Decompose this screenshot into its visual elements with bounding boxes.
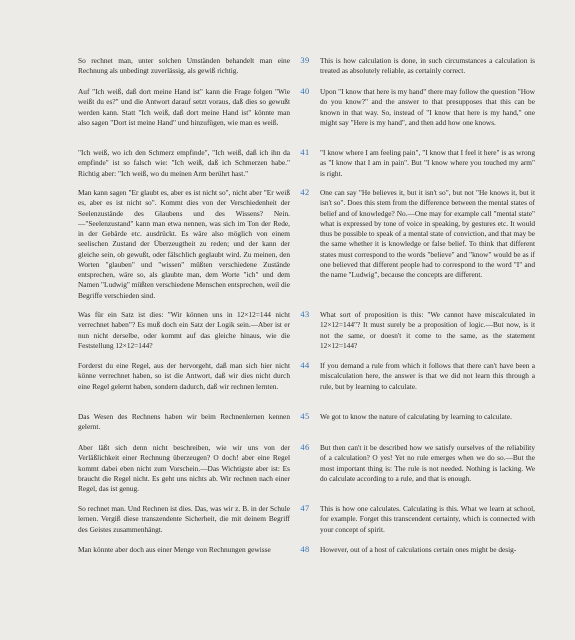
- section-number: 45: [300, 412, 310, 421]
- english-text: However, out of a host of calculations certain ones might be desig-: [320, 545, 517, 554]
- english-text: Upon "I know that here is my hand" there may follow the question "How do you know?" and the answer to that presupposes that this can be known in that way. So, instead of "I know that here is my hand," one might say "Here is my hand", and then add how one knows.: [320, 87, 535, 127]
- english-text: What sort of proposition is this: "We cannot have miscalculated in 12×12=144"? It must surely be a proposition of logic.—But now, is it not the same, or doesn't it come to the same, as the statement 12×12=144?: [320, 310, 535, 350]
- english-text: We got to know the nature of calculating by learning to calculate.: [320, 412, 512, 421]
- section-number: 46: [300, 443, 310, 452]
- german-text: Aber läßt sich denn nicht beschreiben, wie wir uns von der Verläßlichkeit einer Rechnung überzeugen? O doch! aber eine Regel kommt dabei eben nicht zum Vorschein.—Das Wichtigste aber ist: Es braucht die Regel nicht. Es geht uns nichts ab. Wir rechnen nach einer Regel, das ist genug.: [78, 443, 290, 493]
- german-text: So rechnet man, unter solchen Umständen behandelt man eine Rechnung als unbedingt zuverlässig, als gewiß richtig.: [78, 56, 290, 76]
- german-text: Auf "Ich weiß, daß dort meine Hand ist" kann die Frage folgen "Wie weißt du es?" und die Antwort darauf setzt voraus, daß dies so gewußt werden kann. Statt "Ich weiß, daß dort meine Hand ist" könnte man also sagen "Dort ist meine Hand" und hinzufügen, wie man es weiß.: [78, 87, 290, 127]
- english-text: "I know where I am feeling pain", "I know that I feel it here" is as wrong as "I know that I am in pain". But "I know where you touched my arm" is right.: [320, 148, 535, 178]
- section-number: 47: [300, 504, 310, 513]
- english-text: If you demand a rule from which it follows that there can't have been a miscalculation here, the answer is that we did not learn this through a rule, but by learning to calculate.: [320, 361, 535, 391]
- german-text: Man könnte aber doch aus einer Menge von Rechnungen gewisse: [78, 545, 271, 554]
- german-text: "Ich weiß, wo ich den Schmerz empfinde", "Ich weiß, daß ich ihn da empfinde" ist so falsch wie: "Ich weiß, daß ich Schmerzen habe." Richtig aber: "Ich weiß, wo du meinen Arm berührt hast.": [78, 148, 290, 178]
- section-number: 41: [300, 148, 310, 157]
- english-text: One can say "He believes it, but it isn't so", but not "He knows it, but it isn't so". Does this stem from the difference between the mental states of belief and of knowledge? No.—One may for example call "mental state" what is expressed by tone of voice in speaking, by gestures etc. It would thus be possible to speak of a mental state of conviction, and that may be the same whether it is knowledge or false belief. To think that different states must correspond to the words "believe" and "know" would be as if one believed that different people had to correspond to the word "I" and the name "Ludwig", because the concepts are different.: [320, 188, 535, 279]
- section-number: 39: [300, 56, 310, 65]
- english-text: This is how calculation is done, in such circumstances a calculation is treated as absolutely reliable, as certainly correct.: [320, 56, 535, 76]
- english-text: But then can't it be described how we satisfy ourselves of the reliability of a calculation? O yes! Yet no rule emerges when we do so.—But the most important thing is: The rule is not needed. Nothing is lacking. We do calculate according to a rule, and that is enough.: [320, 443, 535, 483]
- section-number: 44: [300, 361, 310, 370]
- section-number: 48: [300, 545, 310, 554]
- german-text: Forderst du eine Regel, aus der hervorgeht, daß man sich hier nicht könne verrechnet haben, so ist die Antwort, daß wir dies nicht durch eine Regel gelernt haben, sondern dadurch, daß wir rechnen lernten.: [78, 361, 290, 391]
- german-text: Was für ein Satz ist dies: "Wir können uns in 12×12=144 nicht verrechnet haben"? Es muß doch ein Satz der Logik sein.—Aber ist er nun nicht derselbe, oder kommt auf das gleiche hinaus, wie die Feststellung 12×12=144?: [78, 310, 290, 350]
- section-number: 43: [300, 310, 310, 319]
- section-number: 42: [300, 188, 310, 197]
- german-text: Das Wesen des Rechnens haben wir beim Rechnenlernen kennen gelernt.: [78, 412, 290, 432]
- german-text: Man kann sagen "Er glaubt es, aber es ist nicht so", nicht aber "Er weiß es, aber es ist nicht so". Kommt dies von der Verschiedenheit der Seelenzustände des Glaubens und des Wissens? Nein.—"Seelenzustand" kann man etwa nennen, was sich im Ton der Rede, in der Gebärde etc. ausdrückt. Es wäre also möglich von einem seelischen Zustand der Überzeugtheit zu reden; und der kann der gleiche sein, ob gewußt, oder fälschlich geglaubt wird. Zu meinen, den Worten "glauben" und "wissen" müßten verschiedene Zustände entsprechen, wäre so, als glaubte man, dem Worte "ich" und dem Namen "Ludwig" müßten verschiedene Menschen entsprechen, weil die Begriffe verschieden sind.: [78, 188, 290, 300]
- section-number: 40: [300, 87, 310, 96]
- english-text: This is how one calculates. Calculating is this. What we learn at school, for example. Forget this transcendent certainty, which is connected with your concept of spirit.: [320, 504, 535, 534]
- german-text: So rechnet man. Und Rechnen ist dies. Das, was wir z. B. in der Schule lernen. Vergiß diese transzendente Sicherheit, die mit deinem Begriff des Geistes zusammenhängt.: [78, 504, 290, 534]
